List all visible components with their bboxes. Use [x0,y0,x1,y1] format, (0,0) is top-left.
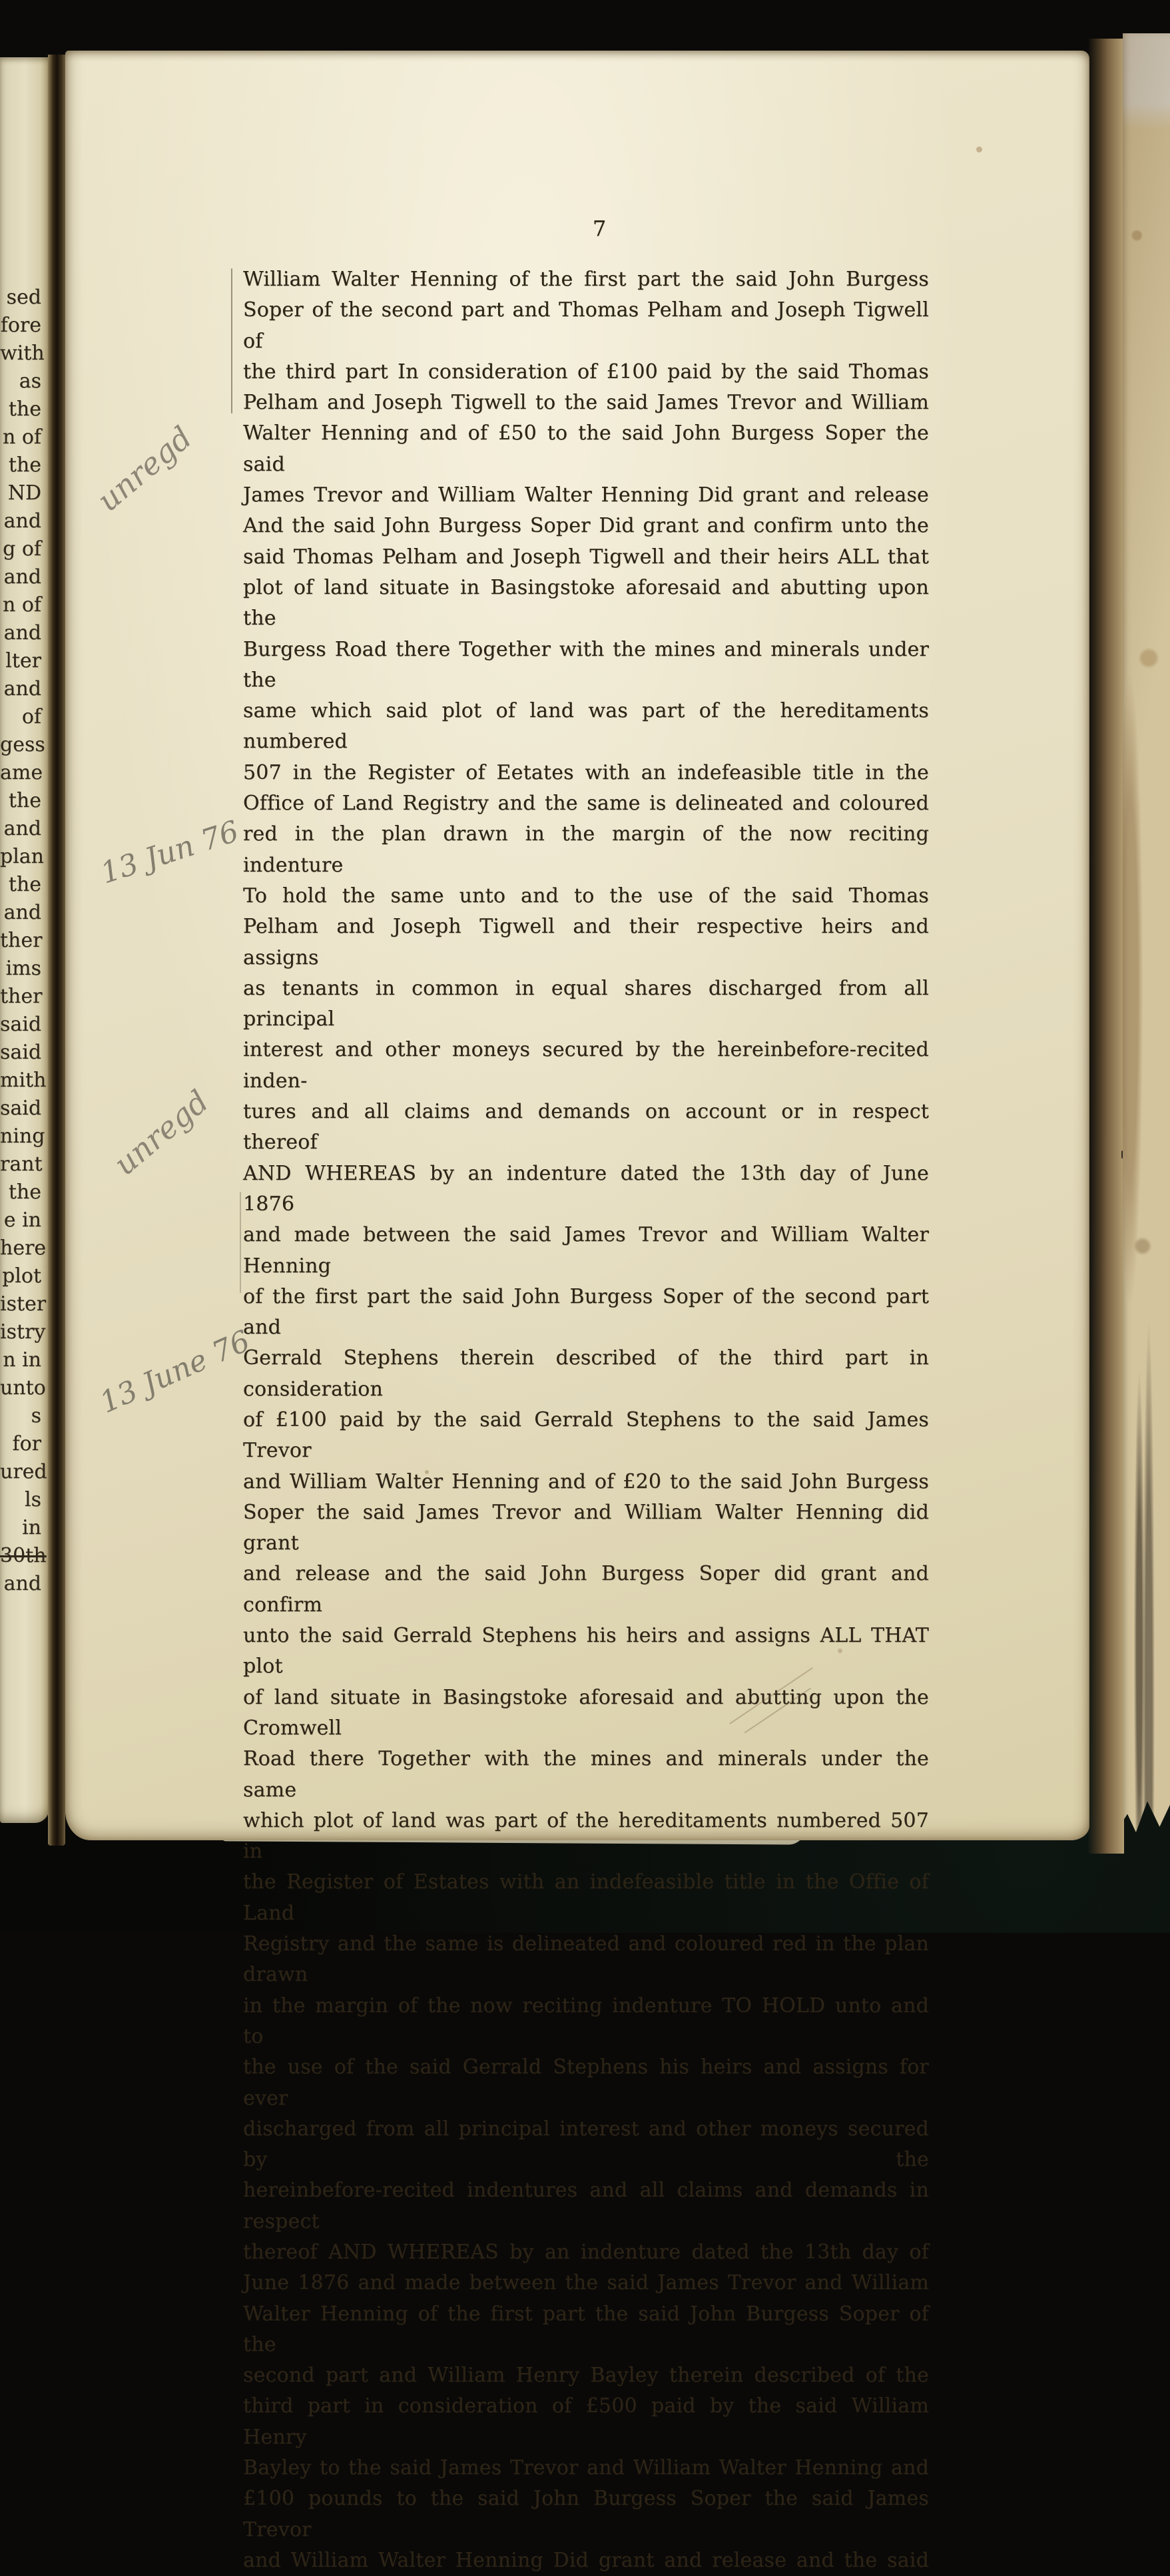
prev-page-fragment: the [8,789,41,812]
prev-page-fragment: the [8,397,41,421]
prev-page-fragment: rant [0,1153,43,1176]
body-line: Walter Henning and of £50 to the said John Burgess Soper the said [243,421,929,476]
body-line: in the margin of the now reciting indenture TO HOLD unto and to [243,1993,929,2048]
prev-page-fragment: and [3,1572,41,1595]
prev-page-fragment: ning [0,1125,45,1148]
prev-page-fragment: of [21,705,41,728]
prev-page-fragment: mith [0,1069,47,1092]
prev-page-fragment: and [3,621,41,644]
prev-page-fragment: n of [2,425,41,449]
prev-page-fragment: n in [3,1348,41,1372]
prev-page-fragment: ister [0,1292,47,1316]
body-line: Registry and the same is delineated and coloured red in the plan drawn [243,1932,929,1987]
foxing-spot [976,146,982,152]
body-line: Pelham and Joseph Tigwell and their respective heirs and assigns [243,915,929,969]
body-text [243,264,929,2576]
backing-page-stains [1123,33,1170,1871]
prev-page-fragment: here [0,1236,47,1260]
prev-page-fragment: plan [0,845,45,868]
body-line: And the said John Burgess Soper Did grant and confirm unto the [243,514,929,538]
prev-page-fragment: ther [0,929,43,952]
body-line: Gerrald Stephens therein described of the third part in consideration [243,1346,929,1401]
prev-page-fragment: said [0,1041,42,1064]
previous-page-edge [0,57,49,1823]
prev-page-fragment: e in [3,1208,41,1232]
body-line: hereinbefore-recited indentures and all claims and demands in respect [243,2179,929,2233]
body-line: red in the plan drawn in the margin of the now reciting indenture [243,822,929,877]
body-line: unto the said Gerrald Stephens his heirs and assigns ALL THAT plot [243,1624,929,1678]
body-line: second part and William Henry Bayley therein described of the [243,2364,929,2388]
prev-page-fragment: fore [0,314,41,337]
body-line: Walter Henning of the first part the said John Burgess Soper of the [243,2302,929,2356]
body-line: of £100 paid by the said Gerrald Stephens to the said James Trevor [243,1408,929,1463]
body-line: James Trevor and William Walter Henning Did grant and release [243,483,929,507]
page-number: 7 [592,216,607,241]
body-line: plot of land situate in Basingstoke aforesaid and abutting upon the [243,575,929,631]
prev-page-fragment: 30th [0,1544,47,1567]
body-line: the third part In consideration of £100 paid by the said Thomas [243,360,929,384]
body-line: 507 in the Register of Eetates with an indefeasible title in the [243,760,929,784]
prev-page-fragment: as [19,370,41,393]
body-line: Office of Land Registry and the same is delineated and coloured [243,792,929,816]
body-line: and William Walter Henning and of £20 to the said John Burgess [243,1469,929,1493]
body-line: said Thomas Pelham and Joseph Tigwell and their heirs ALL that [243,545,929,569]
body-line: Pelham and Joseph Tigwell to the said James Trevor and William [243,391,929,415]
body-line: which plot of land was part of the hereditaments numbered 507 in [243,1808,929,1864]
body-line: Soper the said James Trevor and William Walter Henning did grant [243,1500,929,1555]
margin-note-unregd-2: unregd [107,1083,216,1182]
body-line: £100 pounds to the said John Burgess Soper the said James Trevor [243,2487,929,2541]
body-line: discharged from all principal interest and other moneys secured by the [243,2117,929,2172]
margin-rule-lower [240,1192,241,1293]
prev-page-fragment: n of [2,593,41,617]
body-line: AND WHEREAS by an indenture dated the 13th day of June 1876 [243,1161,929,1216]
body-line: and William Walter Henning Did grant and release and the said [243,2548,929,2572]
margin-rule-top [231,268,232,413]
body-line: Burgess Road there Together with the mines and minerals under the [243,637,929,692]
prev-page-fragment: ther [0,985,43,1008]
margin-note-date-2: 13 June 76 [95,1324,255,1420]
prev-page-fragment: the [8,1180,41,1204]
prev-page-fragment: ND [7,481,41,505]
body-line: Road there Together with the mines and minerals under the same [243,1747,929,1802]
body-line: To hold the same unto and to the use of the said Thomas [243,884,929,907]
body-line: same which said plot of land was part of the hereditaments numbered [243,699,929,754]
document-page [65,51,1089,2572]
margin-note-unregd-1: unregd [90,419,199,519]
body-line: third part in consideration of £500 paid by the said William Henry [243,2394,929,2449]
prev-page-fragment: the [8,873,41,896]
foxing-spot [425,1470,429,1474]
prev-page-fragment: lter [5,649,41,672]
body-line: of land situate in Basingstoke aforesaid and abutting upon the Cromwell [243,1685,929,1740]
prev-page-fragment: unto [0,1376,46,1400]
body-line: Soper of the second part and Thomas Pelham and Joseph Tigwell of [243,298,929,353]
prev-page-fragment: and [3,509,41,533]
prev-page-fragment: with [0,342,45,365]
prev-page-fragment: and [3,901,41,924]
book-gutter-shadow [48,55,65,1846]
margin-note-date-1: 13 Jun 76 [97,814,243,891]
prev-page-fragment: the [8,453,41,477]
prev-page-fragment: g of [3,537,41,561]
body-line: as tenants in common in equal shares discharged from all principal [243,976,929,1031]
foxing-spot [838,1649,842,1653]
body-line: and made between the said James Trevor and William Walter Henning [243,1223,929,1278]
body-line: and release and the said John Burgess Soper did grant and confirm [243,1562,929,1617]
body-line: William Walter Henning of the first part the said John Burgess [243,268,929,291]
body-line: thereof AND WHEREAS by an indenture dated the 13th day of [243,2240,929,2264]
prev-page-fragment: and [3,677,41,700]
prev-page-fragment: istry [0,1320,46,1344]
backing-page-edge [1123,33,1170,1871]
prev-page-fragment: plot [2,1264,41,1288]
prev-page-fragment: sed [6,286,41,309]
prev-page-fragment: said [0,1013,42,1036]
prev-page-fragment: ame [0,761,43,784]
stained-page-edge [1088,39,1124,1854]
prev-page-fragment: and [3,817,41,840]
prev-page-fragment: gess [0,733,45,756]
prev-page-fragment: ured [0,1460,47,1483]
prev-page-fragment: ls in [22,1488,41,1539]
body-line: interest and other moneys secured by the hereinbefore-recited inden- [243,1038,929,1093]
prev-page-fragment: and [3,565,41,589]
body-line: the Register of Estates with an indefeasible title in the Offie of Land [243,1870,929,1925]
body-line: tures and all claims and demands on account or in respect thereof [243,1100,929,1155]
body-line: Bayley to the said James Trevor and William Walter Henning and [243,2456,929,2480]
prev-page-fragment: said [0,1097,42,1120]
body-line: the use of the said Gerrald Stephens his heirs and assigns for ever [243,2055,929,2110]
prev-page-fragment: ims [5,957,41,980]
prev-page-fragment: s for [12,1404,41,1455]
body-line: June 1876 and made between the said James Trevor and William [243,2271,929,2295]
prev-page-fragments [0,284,47,1598]
body-line: of the first part the said John Burgess Soper of the second part and [243,1284,929,1340]
